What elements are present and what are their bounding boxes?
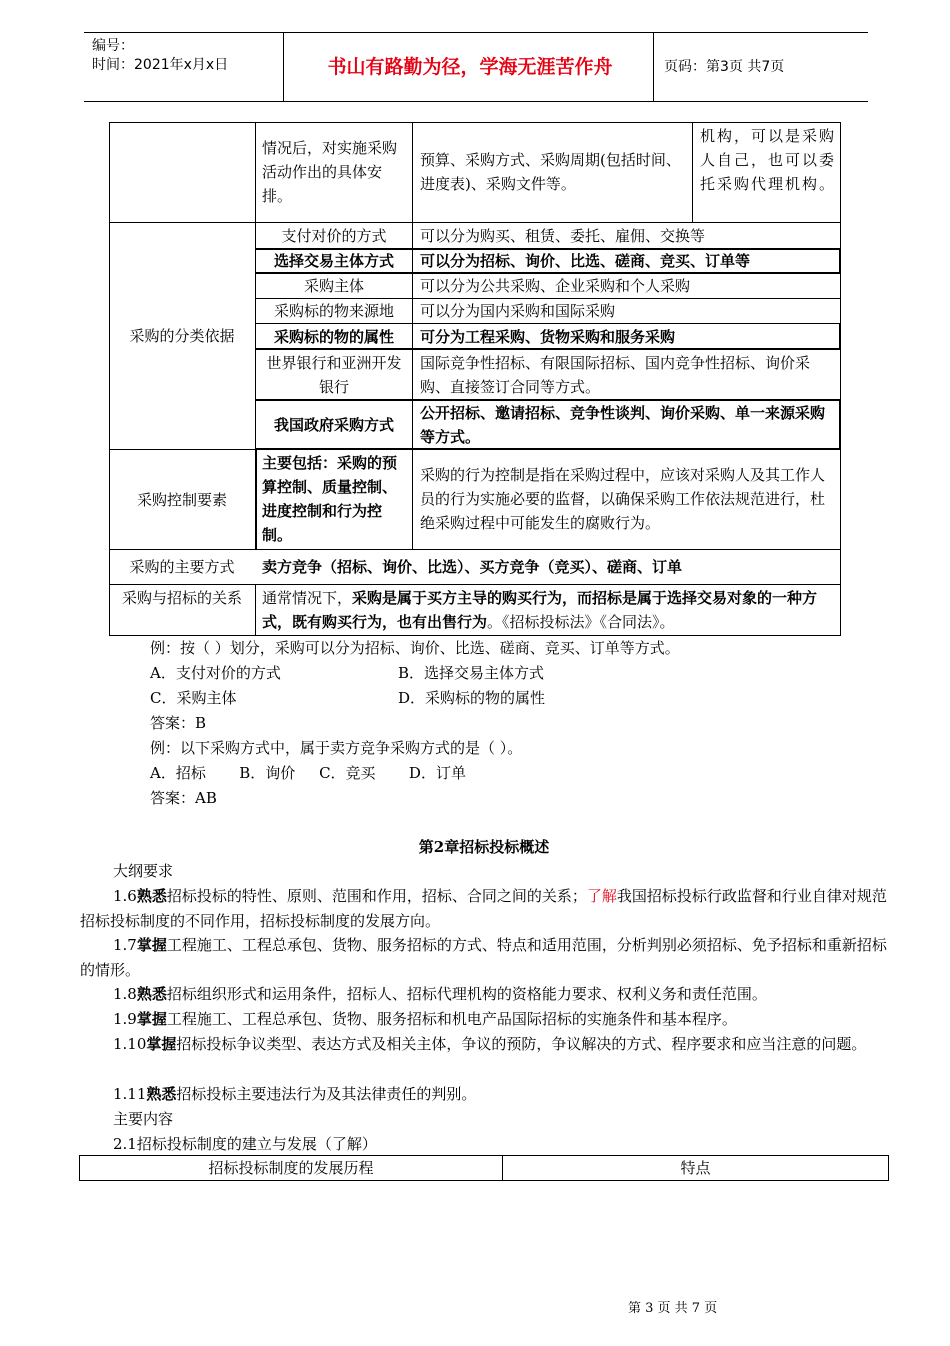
outline-label: 大纲要求 — [113, 862, 174, 880]
outline-item: 1.6熟悉招标投标的特性、原则、范围和作用，招标、合同之间的关系；了解我国招标投标行政监督和行业自律对规范招标投标制度的不同作用，招标投标制度的发展方向。 — [80, 887, 887, 930]
example-1-answer: 答案：B — [150, 714, 207, 732]
basis-payment: 支付对价的方式 — [281, 227, 387, 245]
basis-gov-procurement: 我国政府采购方式 — [273, 416, 394, 434]
example-2-answer: 答案：AB — [150, 789, 217, 807]
outline-item: 1.7掌握工程施工、工程总承包、货物、服务招标的方式、特点和适用范围，分析判别必须招标、免予招标和重新招标的情形。 — [80, 936, 887, 979]
section-title: 2.1招标投标制度的建立与发展（了解） — [113, 1135, 377, 1153]
basis-transaction-subject: 选择交易主体方式 — [273, 252, 394, 270]
basis-procurer: 采购主体 — [303, 277, 364, 295]
content-world-bank: 国际竞争性招标、有限国际招标、国内竞争性招标、询价采购、直接签订合同等方式。 — [420, 354, 811, 396]
header-meta — [92, 37, 228, 75]
relation-content: 通常情况下，采购是属于买方主导的购买行为，而招标是属于选择交易对象的一种方式，既有购买行为，也有出售行为。《招标投标法》《合同法》。 — [262, 589, 818, 631]
header-page-number: 页码：第3页 共7页 — [664, 59, 785, 75]
outline-item: 1.11熟悉招标投标主要违法行为及其法律责任的判别。 — [113, 1085, 477, 1103]
outline-item: 1.9掌握工程施工、工程总承包、货物、服务招标和机电产品国际招标的实施条件和基本程序。 — [113, 1010, 737, 1028]
control-main: 主要包括：采购的预算控制、质量控制、进度控制和行为控制。 — [262, 454, 398, 544]
chapter-title: 第2章招标投标概述 — [418, 838, 550, 856]
time-label: 时间：2021年x月x日 — [92, 57, 229, 73]
example-1-option-c: C．采购主体 — [150, 689, 237, 707]
row0-col4: 机构，可以是采购人自己，也可以委托采购代理机构。 — [700, 127, 837, 193]
main-methods-label: 采购的主要方式 — [129, 558, 235, 576]
header-motto: 书山有路勤为径，学海无涯苦作舟 — [327, 56, 613, 78]
control-desc: 采购的行为控制是指在采购过程中，应该对采购人及其工作人员的行为实施必要的监督，以确保采购工作依法规范进行，杜绝采购过程中可能发生的腐败行为。 — [420, 466, 826, 532]
basis-world-bank: 世界银行和亚洲开发银行 — [266, 354, 402, 396]
control-label: 采购控制要素 — [136, 491, 227, 509]
relation-label: 采购与招标的关系 — [121, 589, 242, 607]
history-table-header-features: 特点 — [680, 1159, 711, 1177]
row0-col3: 预算、采购方式、采购周期(包括时间、进度表)、采购文件等。 — [420, 151, 681, 193]
content-transaction-subject: 可以分为招标、询价、比选、磋商、竞买、订单等 — [420, 252, 751, 270]
content-gov-procurement: 公开招标、邀请招标、竞争性谈判、询价采购、单一来源采购等方式。 — [420, 404, 826, 446]
number-label: 编号： — [92, 38, 134, 54]
main-content-label: 主要内容 — [113, 1110, 174, 1128]
basis-attribute: 采购标的物的属性 — [273, 328, 394, 346]
classification-label: 采购的分类依据 — [129, 327, 235, 345]
example-2-question: 例：以下采购方式中，属于卖方竞争采购方式的是（ ）。 — [150, 739, 523, 757]
example-2-options: A．招标 B．询价 C．竞买 D．订单 — [150, 764, 466, 782]
example-1-option-d: D．采购标的物的属性 — [398, 689, 546, 707]
example-1-question: 例：按（ ）划分，采购可以分为招标、询价、比选、磋商、竞买、订单等方式。 — [150, 639, 680, 657]
outline-item: 1.10掌握招标投标争议类型、表达方式及相关主体，争议的预防，争议解决的方式、程序要求和应当注意的问题。 — [113, 1035, 867, 1053]
main-methods-content: 卖方竞争（招标、询价、比选）、买方竞争（竞买）、磋商、订单 — [262, 558, 683, 576]
page-header — [84, 32, 868, 102]
outline-item: 1.8熟悉招标组织形式和运用条件，招标人、招标代理机构的资格能力要求、权利义务和责任范围。 — [113, 985, 767, 1003]
basis-origin: 采购标的物来源地 — [273, 302, 394, 320]
history-table-header-history: 招标投标制度的发展历程 — [208, 1159, 374, 1177]
page-footer: 第 3 页 共 7 页 — [628, 1301, 718, 1316]
row0-col2: 情况后，对实施采购活动作出的具体安排。 — [262, 139, 398, 205]
example-1-option-b: B．选择交易主体方式 — [398, 664, 545, 682]
example-1-option-a: A．支付对价的方式 — [150, 664, 281, 682]
content-procurer: 可以分为公共采购、企业采购和个人采购 — [420, 277, 691, 295]
content-origin: 可以分为国内采购和国际采购 — [420, 302, 616, 320]
content-payment: 可以分为购买、租赁、委托、雇佣、交换等 — [420, 227, 706, 245]
content-attribute: 可分为工程采购、货物采购和服务采购 — [420, 328, 676, 346]
